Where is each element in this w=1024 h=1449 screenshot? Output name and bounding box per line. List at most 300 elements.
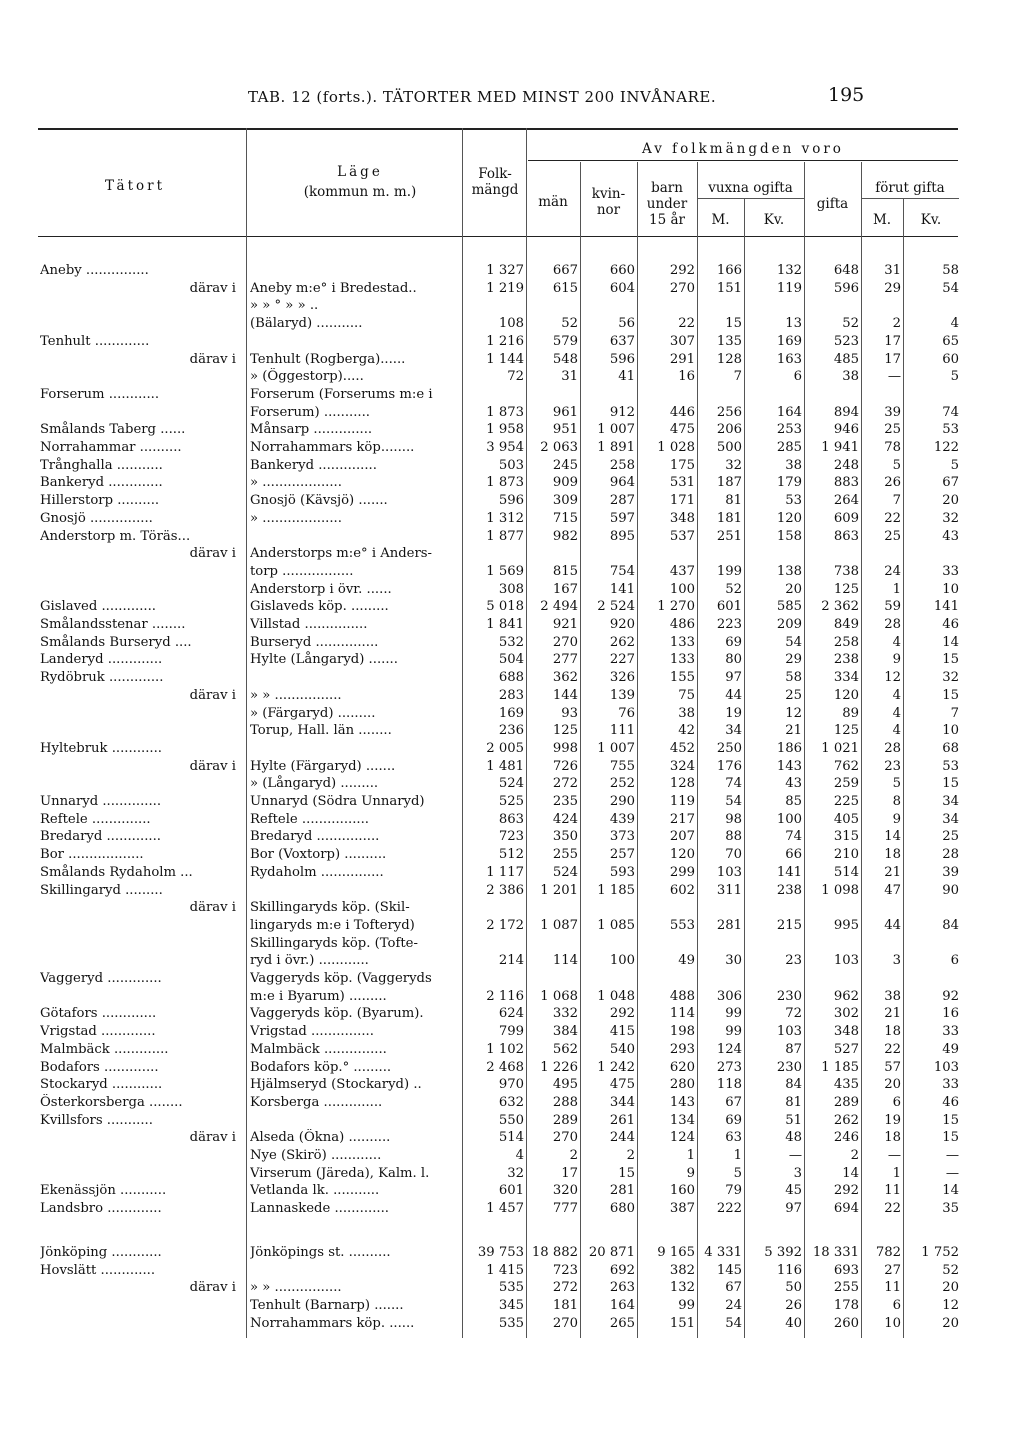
value-cell: 995 bbox=[833, 917, 859, 933]
value-cell: 100 bbox=[669, 581, 695, 597]
lage-cell: Tenhult (Rogberga)...... bbox=[250, 351, 406, 367]
table-row bbox=[0, 1262, 1024, 1279]
value-cell: 164 bbox=[776, 404, 802, 420]
value-cell: 384 bbox=[552, 1024, 578, 1040]
value-cell: 281 bbox=[716, 917, 742, 933]
value-cell: 10 bbox=[942, 581, 959, 597]
table-row bbox=[0, 1165, 1024, 1182]
value-cell: 863 bbox=[833, 528, 859, 544]
value-cell: 5 bbox=[950, 369, 959, 385]
value-cell: 199 bbox=[716, 563, 742, 579]
value-cell: 125 bbox=[833, 723, 859, 739]
value-cell: 181 bbox=[552, 1297, 578, 1313]
value-cell: 1 457 bbox=[486, 1201, 524, 1217]
value-cell: 46 bbox=[942, 617, 959, 632]
table-row bbox=[0, 669, 1024, 686]
value-cell: 723 bbox=[552, 1262, 578, 1278]
value-cell: 281 bbox=[609, 1183, 635, 1199]
value-cell: 1 877 bbox=[486, 528, 524, 544]
value-cell: 562 bbox=[552, 1041, 578, 1057]
value-cell: 84 bbox=[942, 917, 959, 933]
value-cell: 9 165 bbox=[657, 1244, 695, 1260]
lage-cell: Vaggeryds köp. (Vaggeryds bbox=[250, 971, 432, 986]
lage-cell: Aneby m:e° i Bredestad.. bbox=[250, 280, 417, 296]
value-cell: 35 bbox=[942, 1201, 959, 1217]
lage-cell: Reftele ................ bbox=[250, 811, 370, 827]
value-cell: 5 bbox=[950, 457, 959, 473]
value-cell: 90 bbox=[942, 882, 959, 898]
table-row bbox=[0, 368, 1024, 385]
value-cell: 883 bbox=[833, 475, 859, 491]
lage-cell: Hjälmseryd (Stockaryd) .. bbox=[250, 1077, 422, 1093]
value-cell: 921 bbox=[552, 617, 578, 632]
value-cell: 680 bbox=[609, 1201, 635, 1217]
value-cell: 1 226 bbox=[540, 1059, 578, 1075]
table-row bbox=[0, 386, 1024, 403]
value-cell: 56 bbox=[618, 316, 635, 332]
value-cell: 167 bbox=[552, 581, 578, 597]
value-cell: 14 bbox=[942, 634, 959, 650]
value-cell: 280 bbox=[669, 1077, 695, 1093]
value-cell: 54 bbox=[785, 634, 802, 650]
table-row bbox=[0, 899, 1024, 916]
value-cell: 47 bbox=[884, 882, 901, 898]
value-cell: 259 bbox=[833, 776, 859, 792]
value-cell: 782 bbox=[875, 1244, 901, 1260]
value-cell: 2 bbox=[850, 1148, 859, 1163]
value-cell: 74 bbox=[942, 404, 959, 420]
value-cell: 1 bbox=[686, 1148, 695, 1163]
value-cell: 2 524 bbox=[597, 599, 635, 615]
value-cell: 1 021 bbox=[821, 740, 859, 756]
lage-cell: » » ................ bbox=[250, 1280, 342, 1296]
lage-cell: Torup, Hall. län ........ bbox=[250, 723, 392, 739]
lage-cell: » (Öggestorp)..... bbox=[250, 369, 364, 385]
value-cell: 270 bbox=[552, 634, 578, 650]
value-cell: 1 185 bbox=[597, 882, 635, 898]
lage-cell: Norrahammars köp........ bbox=[250, 440, 415, 455]
value-cell: 164 bbox=[609, 1297, 635, 1313]
value-cell: 255 bbox=[552, 847, 578, 863]
table-row bbox=[0, 740, 1024, 757]
value-cell: 43 bbox=[942, 528, 959, 544]
lage-cell: Lannaskede ............. bbox=[250, 1201, 389, 1217]
value-cell: 309 bbox=[552, 493, 578, 509]
table-row bbox=[0, 1076, 1024, 1093]
table-row bbox=[0, 1200, 1024, 1217]
value-cell: 245 bbox=[552, 457, 578, 473]
value-cell: 895 bbox=[609, 528, 635, 544]
value-cell: 2 494 bbox=[540, 599, 578, 615]
value-cell: 18 882 bbox=[531, 1244, 578, 1260]
value-cell: 16 bbox=[678, 369, 695, 385]
value-cell: 52 bbox=[725, 581, 742, 597]
value-cell: 585 bbox=[776, 599, 802, 615]
value-cell: 20 871 bbox=[588, 1244, 635, 1260]
value-cell: 437 bbox=[669, 563, 695, 579]
value-cell: 632 bbox=[498, 1094, 524, 1110]
value-cell: 67 bbox=[942, 475, 959, 491]
value-cell: 59 bbox=[884, 599, 901, 615]
value-cell: 970 bbox=[498, 1077, 524, 1093]
tatort-cell: Bankeryd ............. bbox=[40, 475, 163, 491]
lage-cell: » ................... bbox=[250, 475, 342, 491]
tatort-cell: Hovslätt ............. bbox=[40, 1262, 156, 1278]
value-cell: 178 bbox=[833, 1297, 859, 1313]
value-cell: 16 bbox=[942, 1006, 959, 1022]
value-cell: 74 bbox=[725, 776, 742, 792]
value-cell: 33 bbox=[942, 1024, 959, 1040]
value-cell: 206 bbox=[716, 422, 742, 438]
value-cell: 38 bbox=[678, 705, 695, 721]
value-cell: 92 bbox=[942, 988, 959, 1004]
value-cell: 230 bbox=[776, 1059, 802, 1075]
value-cell: 307 bbox=[669, 333, 695, 349]
value-cell: 210 bbox=[833, 847, 859, 863]
lage-cell: Vetlanda lk. ........... bbox=[250, 1183, 380, 1199]
value-cell: 28 bbox=[884, 740, 901, 756]
value-cell: 524 bbox=[498, 776, 524, 792]
table-row bbox=[0, 457, 1024, 474]
value-cell: 18 bbox=[884, 1024, 901, 1040]
value-cell: 6 bbox=[793, 369, 802, 385]
tatort-cell: därav i bbox=[189, 758, 236, 774]
tatort-cell: Malmbäck ............. bbox=[40, 1041, 169, 1057]
value-cell: 1 098 bbox=[821, 882, 859, 898]
lage-cell: Jönköpings st. .......... bbox=[250, 1244, 391, 1260]
value-cell: 12 bbox=[942, 1297, 959, 1313]
tatort-cell: Norrahammar .......... bbox=[40, 440, 182, 455]
value-cell: 263 bbox=[609, 1280, 635, 1296]
value-cell: 11 bbox=[884, 1183, 901, 1199]
tatort-cell: Trånghalla ........... bbox=[40, 457, 163, 473]
table-row bbox=[0, 1059, 1024, 1076]
tatort-cell: Vrigstad ............. bbox=[40, 1024, 156, 1040]
lage-cell: Burseryd ............... bbox=[250, 634, 379, 650]
value-cell: 97 bbox=[725, 670, 742, 686]
value-cell: 236 bbox=[498, 723, 524, 739]
value-cell: 251 bbox=[716, 528, 742, 544]
value-cell: 20 bbox=[942, 1315, 959, 1331]
value-cell: 33 bbox=[942, 1077, 959, 1093]
tatort-cell: därav i bbox=[189, 687, 236, 703]
value-cell: 19 bbox=[884, 1112, 901, 1128]
value-cell: 1 891 bbox=[597, 440, 635, 455]
col-folk-1: Folk- bbox=[478, 166, 512, 182]
value-cell: 141 bbox=[776, 864, 802, 880]
value-cell: 179 bbox=[776, 475, 802, 491]
value-cell: 693 bbox=[833, 1262, 859, 1278]
value-cell: 262 bbox=[609, 634, 635, 650]
col-barn-3: 15 år bbox=[649, 212, 685, 228]
value-cell: 24 bbox=[725, 1297, 742, 1313]
lage-cell: Alseda (Ökna) .......... bbox=[250, 1130, 391, 1146]
value-cell: 382 bbox=[669, 1262, 695, 1278]
value-cell: 525 bbox=[498, 794, 524, 809]
value-cell: 58 bbox=[942, 263, 959, 278]
value-cell: 255 bbox=[833, 1280, 859, 1296]
value-cell: 488 bbox=[669, 988, 695, 1004]
table-row bbox=[0, 616, 1024, 633]
lage-cell: Anderstorps m:e° i Anders- bbox=[250, 546, 433, 562]
value-cell: 2 005 bbox=[486, 740, 524, 756]
value-cell: 72 bbox=[507, 369, 524, 385]
lage-cell: Skillingaryds köp. (Skil- bbox=[250, 900, 410, 916]
value-cell: 265 bbox=[609, 1315, 635, 1331]
table-row bbox=[0, 935, 1024, 952]
top-rule bbox=[38, 128, 958, 130]
value-cell: 290 bbox=[609, 794, 635, 809]
table-row bbox=[0, 1315, 1024, 1332]
value-cell: 38 bbox=[884, 988, 901, 1004]
value-cell: 362 bbox=[552, 670, 578, 686]
value-cell: 863 bbox=[498, 811, 524, 827]
lage-cell: Bredaryd ............... bbox=[250, 829, 380, 845]
value-cell: 42 bbox=[678, 723, 695, 739]
table-row bbox=[0, 1244, 1024, 1261]
value-cell: 15 bbox=[942, 687, 959, 703]
lage-cell: Norrahammars köp. ...... bbox=[250, 1315, 415, 1331]
value-cell: 23 bbox=[884, 758, 901, 774]
value-cell: 209 bbox=[776, 617, 802, 632]
tatort-cell: därav i bbox=[189, 900, 236, 916]
value-cell: 138 bbox=[776, 563, 802, 579]
lage-cell: Hylte (Långaryd) ....... bbox=[250, 652, 398, 668]
tatort-cell: därav i bbox=[189, 351, 236, 367]
value-cell: 738 bbox=[833, 563, 859, 579]
value-cell: 500 bbox=[716, 440, 742, 455]
value-cell: 1 048 bbox=[597, 988, 635, 1004]
tatort-cell: Götafors ............. bbox=[40, 1006, 157, 1022]
value-cell: — bbox=[945, 1148, 959, 1163]
value-cell: 100 bbox=[609, 953, 635, 969]
value-cell: 238 bbox=[833, 652, 859, 668]
value-cell: 60 bbox=[942, 351, 959, 367]
table-row bbox=[0, 528, 1024, 545]
value-cell: 514 bbox=[498, 1130, 524, 1146]
table-row bbox=[0, 917, 1024, 934]
value-cell: 4 bbox=[950, 316, 959, 332]
tatort-cell: Gislaved ............. bbox=[40, 599, 156, 615]
value-cell: 550 bbox=[498, 1112, 524, 1128]
value-cell: 1 752 bbox=[921, 1244, 959, 1260]
value-cell: 257 bbox=[609, 847, 635, 863]
value-cell: 89 bbox=[842, 705, 859, 721]
value-cell: 53 bbox=[942, 422, 959, 438]
value-cell: 4 bbox=[892, 723, 901, 739]
tatort-cell: Stockaryd ............ bbox=[40, 1077, 163, 1093]
value-cell: 624 bbox=[498, 1006, 524, 1022]
value-cell: 124 bbox=[716, 1041, 742, 1057]
value-cell: 248 bbox=[833, 457, 859, 473]
value-cell: 20 bbox=[785, 581, 802, 597]
value-cell: 2 bbox=[626, 1148, 635, 1163]
value-cell: 88 bbox=[725, 829, 742, 845]
lage-cell: » » ° » » .. bbox=[250, 298, 319, 314]
value-cell: 134 bbox=[669, 1112, 695, 1128]
col-barn-1: barn bbox=[651, 180, 683, 196]
value-cell: 103 bbox=[776, 1024, 802, 1040]
lage-cell: Nye (Skirö) ............ bbox=[250, 1148, 382, 1163]
value-cell: 260 bbox=[833, 1315, 859, 1331]
value-cell: — bbox=[788, 1148, 802, 1163]
value-cell: 32 bbox=[725, 457, 742, 473]
value-cell: 58 bbox=[785, 670, 802, 686]
lage-cell: » (Långaryd) ......... bbox=[250, 776, 379, 792]
table-row bbox=[0, 828, 1024, 845]
value-cell: 26 bbox=[785, 1297, 802, 1313]
value-cell: 1 028 bbox=[657, 440, 695, 455]
tatort-cell: Kvillsfors ........... bbox=[40, 1112, 153, 1128]
vuxna-subrule bbox=[697, 198, 804, 199]
value-cell: 503 bbox=[498, 457, 524, 473]
table-row bbox=[0, 262, 1024, 279]
value-cell: 446 bbox=[669, 404, 695, 420]
value-cell: 602 bbox=[669, 882, 695, 898]
table-row bbox=[0, 882, 1024, 899]
tatort-cell: Bor .................. bbox=[40, 847, 144, 863]
table-row bbox=[0, 864, 1024, 881]
tatort-cell: därav i bbox=[189, 1130, 236, 1146]
value-cell: 553 bbox=[669, 917, 695, 933]
value-cell: 80 bbox=[725, 652, 742, 668]
tatort-cell: Smålands Rydaholm ... bbox=[40, 864, 193, 880]
value-cell: 762 bbox=[833, 758, 859, 774]
value-cell: 32 bbox=[942, 510, 959, 526]
value-cell: 70 bbox=[725, 847, 742, 863]
col-forut: förut gifta bbox=[875, 180, 945, 196]
value-cell: 435 bbox=[833, 1077, 859, 1093]
value-cell: 139 bbox=[609, 687, 635, 703]
lage-cell: Vaggeryds köp. (Byarum). bbox=[250, 1006, 424, 1022]
value-cell: 262 bbox=[833, 1112, 859, 1128]
value-cell: 27 bbox=[884, 1262, 901, 1278]
lage-cell: » (Färgaryd) ......... bbox=[250, 705, 376, 721]
value-cell: 4 331 bbox=[704, 1244, 742, 1260]
value-cell: 125 bbox=[552, 723, 578, 739]
table-row bbox=[0, 439, 1024, 456]
value-cell: 1 bbox=[733, 1148, 742, 1163]
tatort-cell: Österkorsberga ........ bbox=[40, 1094, 183, 1110]
value-cell: 215 bbox=[776, 917, 802, 933]
lage-cell: m:e i Byarum) ......... bbox=[250, 988, 387, 1004]
value-cell: 99 bbox=[725, 1024, 742, 1040]
value-cell: 38 bbox=[785, 457, 802, 473]
value-cell: 344 bbox=[609, 1094, 635, 1110]
value-cell: 548 bbox=[552, 351, 578, 367]
value-cell: 1 569 bbox=[486, 563, 524, 579]
value-cell: 63 bbox=[725, 1130, 742, 1146]
value-cell: 9 bbox=[686, 1165, 695, 1181]
value-cell: 299 bbox=[669, 864, 695, 880]
value-cell: 175 bbox=[669, 457, 695, 473]
table-row bbox=[0, 280, 1024, 297]
value-cell: 151 bbox=[669, 1315, 695, 1331]
value-cell: 84 bbox=[785, 1077, 802, 1093]
lage-cell: (Bälaryd) ........... bbox=[250, 316, 363, 332]
value-cell: 20 bbox=[884, 1077, 901, 1093]
tatort-cell: Ekenässjön ........... bbox=[40, 1183, 167, 1199]
value-cell: 65 bbox=[942, 333, 959, 349]
value-cell: 15 bbox=[618, 1165, 635, 1181]
tatort-cell: Hyltebruk ............ bbox=[40, 740, 162, 756]
col-vuxna: vuxna ogifta bbox=[708, 180, 793, 196]
tatort-cell: Bodafors ............. bbox=[40, 1059, 159, 1075]
value-cell: 277 bbox=[552, 652, 578, 668]
table-row bbox=[0, 970, 1024, 987]
value-cell: 30 bbox=[725, 953, 742, 969]
value-cell: 597 bbox=[609, 510, 635, 526]
tatort-cell: Anderstorp m. Töräs... bbox=[40, 528, 191, 544]
value-cell: 6 bbox=[950, 953, 959, 969]
value-cell: 2 386 bbox=[486, 882, 524, 898]
value-cell: 694 bbox=[833, 1201, 859, 1217]
lage-cell: Malmbäck ............... bbox=[250, 1041, 387, 1057]
value-cell: 9 bbox=[892, 811, 901, 827]
value-cell: 49 bbox=[942, 1041, 959, 1057]
table-row bbox=[0, 1041, 1024, 1058]
value-cell: 18 bbox=[884, 1130, 901, 1146]
value-cell: 132 bbox=[776, 263, 802, 278]
tatort-cell: Tenhult ............. bbox=[40, 333, 150, 349]
value-cell: 1 242 bbox=[597, 1059, 635, 1075]
value-cell: 67 bbox=[725, 1280, 742, 1296]
value-cell: 39 753 bbox=[477, 1244, 524, 1260]
table-row bbox=[0, 421, 1024, 438]
value-cell: 18 331 bbox=[812, 1244, 859, 1260]
value-cell: 53 bbox=[942, 758, 959, 774]
value-cell: 777 bbox=[552, 1201, 578, 1217]
value-cell: 133 bbox=[669, 652, 695, 668]
tatort-cell: Skillingaryd ......... bbox=[40, 882, 163, 898]
value-cell: 540 bbox=[609, 1041, 635, 1057]
value-cell: 244 bbox=[609, 1130, 635, 1146]
value-cell: 7 bbox=[950, 705, 959, 721]
value-cell: 283 bbox=[498, 687, 524, 703]
value-cell: 387 bbox=[669, 1201, 695, 1217]
value-cell: 68 bbox=[942, 740, 959, 756]
value-cell: 2 063 bbox=[540, 440, 578, 455]
value-cell: 44 bbox=[884, 917, 901, 933]
value-cell: 163 bbox=[776, 351, 802, 367]
value-cell: 537 bbox=[669, 528, 695, 544]
value-cell: 596 bbox=[833, 280, 859, 296]
value-cell: 21 bbox=[785, 723, 802, 739]
value-cell: 1 958 bbox=[486, 422, 524, 438]
lage-cell: Månsarp .............. bbox=[250, 422, 373, 438]
value-cell: 3 bbox=[793, 1165, 802, 1181]
tatort-cell: Forserum ............ bbox=[40, 386, 160, 402]
table-row bbox=[0, 1023, 1024, 1040]
tatort-cell: Landeryd ............. bbox=[40, 652, 163, 668]
value-cell: 15 bbox=[942, 1130, 959, 1146]
value-cell: 1 144 bbox=[486, 351, 524, 367]
value-cell: 235 bbox=[552, 794, 578, 809]
value-cell: 308 bbox=[498, 581, 524, 597]
value-cell: 4 bbox=[515, 1148, 524, 1163]
value-cell: 25 bbox=[884, 422, 901, 438]
value-cell: 57 bbox=[884, 1059, 901, 1075]
value-cell: 207 bbox=[669, 829, 695, 845]
value-cell: 217 bbox=[669, 811, 695, 827]
value-cell: 186 bbox=[776, 740, 802, 756]
value-cell: 287 bbox=[609, 493, 635, 509]
value-cell: 1 117 bbox=[486, 864, 524, 880]
lage-cell: Gislaveds köp. ......... bbox=[250, 599, 389, 615]
value-cell: 125 bbox=[833, 581, 859, 597]
value-cell: 19 bbox=[725, 705, 742, 721]
value-cell: 620 bbox=[669, 1059, 695, 1075]
